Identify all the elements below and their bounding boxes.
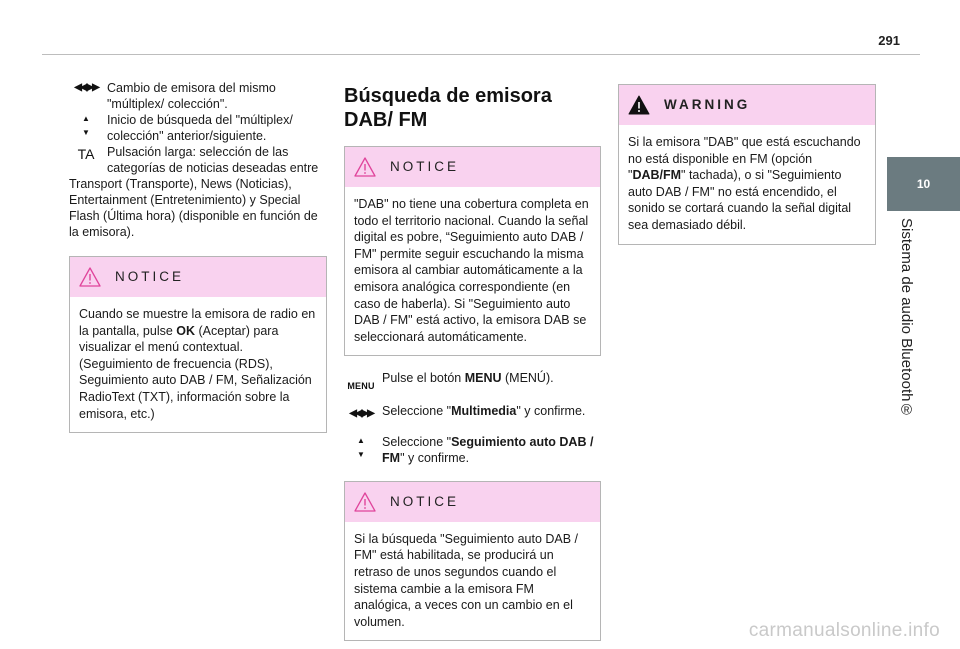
- arrows-left-right-icon: ◀◀ ▶▶: [349, 407, 373, 419]
- notice-title: NOTICE: [115, 269, 185, 284]
- step-dab-fm: ▲ ▼ Seleccione "Seguimiento auto DAB / FM" y confirme.: [344, 434, 601, 467]
- column-1: [69, 80, 327, 433]
- notice-body: Si la búsqueda "Seguimiento auto DAB / FM" está habilitada, se producirá un retraso de unos segundos cuando el sistema cambie a la emisora FM analógica, a veces con un cambio en el volumen.: [354, 531, 579, 629]
- notice-header: [70, 257, 326, 297]
- notice-header: [345, 147, 600, 187]
- ta-row: [69, 144, 327, 176]
- notice-title: NOTICE: [390, 159, 460, 174]
- notice-box: [344, 481, 601, 642]
- notice-body: "DAB" no tiene una cobertura completa en todo el territorio nacional. Cuando la señal digital es pobre, “Seguimiento auto DAB / FM" permite seguir escuchando la misma emisora al cambiar automáticamente a la emisora analógica correspondiente (en caso de haberla). Si "Seguimiento auto DAB / FM" está activo, la emisora DAB se seleccionará automáticamente.: [354, 197, 589, 344]
- warning-box: [618, 84, 876, 245]
- warning-title: WARNING: [664, 97, 751, 112]
- search-row: [69, 112, 327, 144]
- warning-triangle-icon: [354, 492, 376, 512]
- ta-text: Pulsación larga: selección de las categorías de noticias deseadas entre: [107, 145, 319, 175]
- column-2: [344, 80, 601, 641]
- page-number: 291: [878, 33, 900, 48]
- ta-text-continued: Transport (Transporte), News (Noticias), Entertainment (Entretenimiento) y Special Flash (Última hora) (disponible en función de la emisora).: [69, 177, 318, 239]
- column-3: [618, 80, 876, 245]
- step-multimedia: ◀◀ ▶▶ Seleccione "Multimedia" y confirme.: [344, 403, 601, 420]
- notice-box: [69, 256, 327, 433]
- search-text: Inicio de búsqueda del "múltiplex/ colección" anterior/siguiente.: [107, 113, 293, 143]
- warning-triangle-icon: [354, 157, 376, 177]
- arrows-up-down-icon: ▲ ▼: [82, 114, 90, 137]
- watermark: carmanualsonline.info: [748, 620, 940, 641]
- station-change-text: Cambio de emisora del mismo "múltiplex/ colección".: [107, 81, 276, 111]
- warning-triangle-icon: [79, 267, 101, 287]
- section-heading: Búsqueda de emisora DAB/ FM: [344, 85, 552, 131]
- warning-filled-icon: [628, 95, 650, 115]
- arrows-up-down-icon: ▲ ▼: [357, 435, 365, 459]
- top-divider: [42, 54, 920, 55]
- notice-header: [345, 482, 600, 522]
- ta-button-icon: TA: [77, 146, 95, 162]
- menu-button-icon: MENU: [347, 381, 375, 392]
- chapter-title: Sistema de audio Bluetooth®: [898, 218, 915, 419]
- warning-body: Si la emisora "DAB" que está escuchando no está disponible en FM (opción "DAB/FM" tachada), o si "Seguimiento auto DAB / FM" no está encendido, el sonido se cortará cuando la señal digital sea demasiado débil.: [628, 135, 861, 232]
- station-change-row: [69, 80, 327, 112]
- chapter-tab[interactable]: [887, 157, 960, 211]
- notice-title: NOTICE: [390, 493, 460, 509]
- step-menu: MENU Pulse el botón MENU (MENÚ).: [344, 370, 601, 387]
- notice-body: Cuando se muestre la emisora de radio en la pantalla, pulse OK (Aceptar) para visualizar el menú contextual. (Seguimiento de frecuencia (RDS), Seguimiento auto DAB / FM, Señalización RadioText (TXT), información sobre la emisora, etc.): [79, 307, 316, 421]
- chapter-number: 10: [916, 177, 931, 191]
- arrows-left-right-icon: ◀◀ ▶▶: [74, 82, 98, 93]
- notice-box: [344, 146, 601, 356]
- warning-header: [619, 85, 875, 125]
